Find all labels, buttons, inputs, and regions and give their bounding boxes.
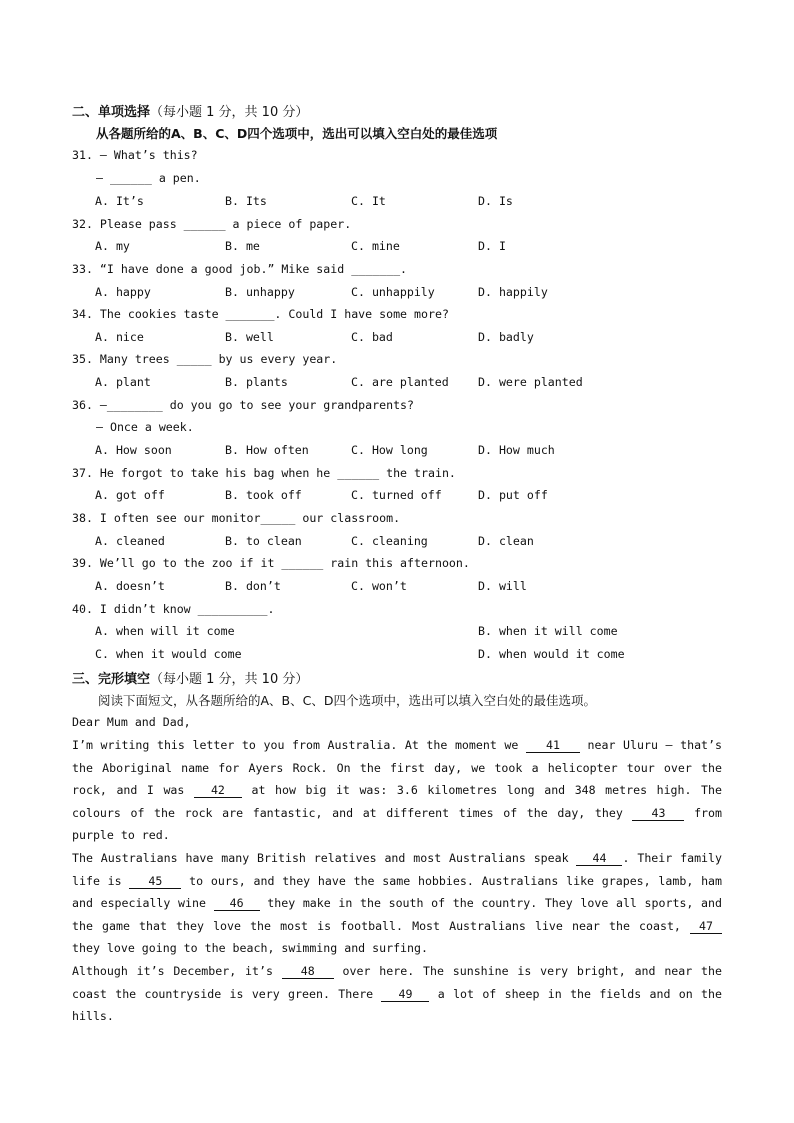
question-34-option-d[interactable]: D. badly	[478, 330, 534, 344]
paragraph-2-text: they love going to the beach, swimming and surfing.	[72, 941, 428, 956]
question-36-option-c[interactable]: C. How long	[351, 443, 428, 457]
question-31-option-c[interactable]: C. It	[351, 194, 386, 208]
blank-41[interactable]: 41	[526, 738, 580, 753]
question-36-option-b[interactable]: B. How often	[225, 443, 309, 457]
paragraph-3-text: over here. The sunshine is very bright, and near the coast the countryside is very green. There	[72, 964, 722, 1001]
section-3-score-note: （每小题 1 分，共 10 分）	[150, 672, 309, 687]
question-31-stem: 31. — What’s this?	[72, 148, 198, 162]
question-31-option-a[interactable]: A. It’s	[95, 194, 144, 208]
question-38-option-d[interactable]: D. clean	[478, 534, 534, 548]
question-37-option-a[interactable]: A. got off	[95, 488, 165, 502]
blank-42[interactable]: 42	[194, 783, 242, 798]
blank-49[interactable]: 49	[381, 987, 429, 1002]
question-33-option-b[interactable]: B. unhappy	[225, 285, 295, 299]
letter-paragraph-3	[72, 960, 722, 1028]
question-33-option-d[interactable]: D. happily	[478, 285, 548, 299]
question-32-option-a[interactable]: A. my	[95, 239, 130, 253]
question-33-option-c[interactable]: C. unhappily	[351, 285, 435, 299]
question-34-stem: 34. The cookies taste _______. Could I have some more?	[72, 307, 449, 321]
section-3-heading: 三、完形填空	[72, 672, 151, 687]
question-40-option-c[interactable]: C. when it would come	[95, 647, 242, 661]
question-36-option-a[interactable]: A. How soon	[95, 443, 172, 457]
paragraph-2-text: to ours, and they have the same hobbies. Australians like grapes, lamb, ham and especially wine	[72, 873, 723, 911]
question-32-option-d[interactable]: D. I	[478, 239, 506, 253]
blank-46[interactable]: 46	[214, 896, 260, 911]
question-36-option-d[interactable]: D. How much	[478, 443, 555, 457]
question-37-stem: 37. He forgot to take his bag when he ______ the train.	[72, 466, 456, 480]
paragraph-3-text: Although it’s December, it’s	[72, 964, 282, 978]
question-38-option-b[interactable]: B. to clean	[225, 534, 302, 548]
blank-44[interactable]: 44	[576, 851, 622, 866]
section-3-title	[72, 668, 308, 687]
question-34-option-b[interactable]: B. well	[225, 330, 274, 344]
blank-43[interactable]: 43	[632, 806, 684, 821]
section-2-score-note: （每小题 1 分，共 10 分）	[150, 105, 309, 120]
paragraph-3-text: a lot of sheep in the fields and on the hills.	[72, 986, 722, 1024]
section-2-heading: 二、单项选择	[72, 105, 151, 120]
letter-paragraph-1	[72, 734, 722, 847]
question-32-option-c[interactable]: C. mine	[351, 239, 400, 253]
paragraph-1-text: from purple to red.	[72, 805, 722, 843]
section-3-instruction: 阅读下面短文，从各题所给的A、B、C、D四个选项中，选出可以填入空白处的最佳选项。	[98, 693, 596, 708]
question-39-option-d[interactable]: D. will	[478, 579, 527, 593]
question-40-stem: 40. I didn’t know __________.	[72, 602, 275, 616]
question-37-option-c[interactable]: C. turned off	[351, 488, 442, 502]
paragraph-2-text: The Australians have many British relatives and most Australians speak	[72, 851, 577, 865]
question-35-option-d[interactable]: D. were planted	[478, 375, 583, 389]
question-36-answer-line: — Once a week.	[96, 420, 194, 434]
blank-45[interactable]: 45	[129, 874, 181, 889]
question-39-option-c[interactable]: C. won’t	[351, 579, 407, 593]
question-31-option-d[interactable]: D. Is	[478, 194, 513, 208]
paragraph-2-text: they make in the south of the country. They love all sports, and the game that they love the most is football. Most Australians live near the coast,	[72, 896, 722, 933]
question-32-stem: 32. Please pass ______ a piece of paper.	[72, 217, 352, 231]
question-33-option-a[interactable]: A. happy	[95, 285, 151, 299]
question-36-stem: 36. —________ do you go to see your grandparents?	[72, 398, 415, 412]
question-38-stem: 38. I often see our monitor_____ our classroom.	[72, 511, 401, 525]
question-34-option-a[interactable]: A. nice	[95, 330, 144, 344]
question-37-option-b[interactable]: B. took off	[225, 488, 302, 502]
letter-paragraph-2	[72, 847, 722, 960]
question-38-option-c[interactable]: C. cleaning	[351, 534, 428, 548]
paragraph-2-text: . Their family life is	[72, 851, 722, 888]
question-35-stem: 35. Many trees _____ by us every year.	[72, 352, 338, 366]
question-32-option-b[interactable]: B. me	[225, 239, 260, 253]
paragraph-1-text: at how big it was: 3.6 kilometres long and 348 metres high. The colours of the rock are fantastic, and at different times of the day, they	[72, 783, 722, 820]
question-39-stem: 39. We’ll go to the zoo if it ______ rain this afternoon.	[72, 556, 470, 570]
question-40-option-b[interactable]: B. when it will come	[478, 624, 618, 638]
paragraph-1-text: near Uluru — that’s the Aboriginal name for Ayers Rock. On the first day, we took a helicopter tour over the rock, and I was	[72, 738, 722, 798]
blank-48[interactable]: 48	[282, 964, 334, 979]
blank-47[interactable]: 47	[690, 919, 722, 934]
question-39-option-b[interactable]: B. don’t	[225, 579, 281, 593]
question-31-answer-line: — ______ a pen.	[96, 171, 201, 185]
paragraph-1-text: I’m writing this letter to you from Australia. At the moment we	[72, 738, 526, 752]
question-40-option-a[interactable]: A. when will it come	[95, 624, 235, 638]
question-34-option-c[interactable]: C. bad	[351, 330, 393, 344]
question-39-option-a[interactable]: A. doesn’t	[95, 579, 165, 593]
question-31-option-b[interactable]: B. Its	[225, 194, 267, 208]
question-33-stem: 33. “I have done a good job.” Mike said _______.	[72, 262, 408, 276]
question-35-option-b[interactable]: B. plants	[225, 375, 288, 389]
section-2-instruction: 从各题所给的A、B、C、D四个选项中，选出可以填入空白处的最佳选项	[96, 126, 498, 141]
question-35-option-a[interactable]: A. plant	[95, 375, 151, 389]
question-35-option-c[interactable]: C. are planted	[351, 375, 449, 389]
question-40-option-d[interactable]: D. when would it come	[478, 647, 625, 661]
question-38-option-a[interactable]: A. cleaned	[95, 534, 165, 548]
section-2-title	[72, 101, 308, 120]
question-37-option-d[interactable]: D. put off	[478, 488, 548, 502]
letter-salutation: Dear Mum and Dad,	[72, 715, 191, 729]
